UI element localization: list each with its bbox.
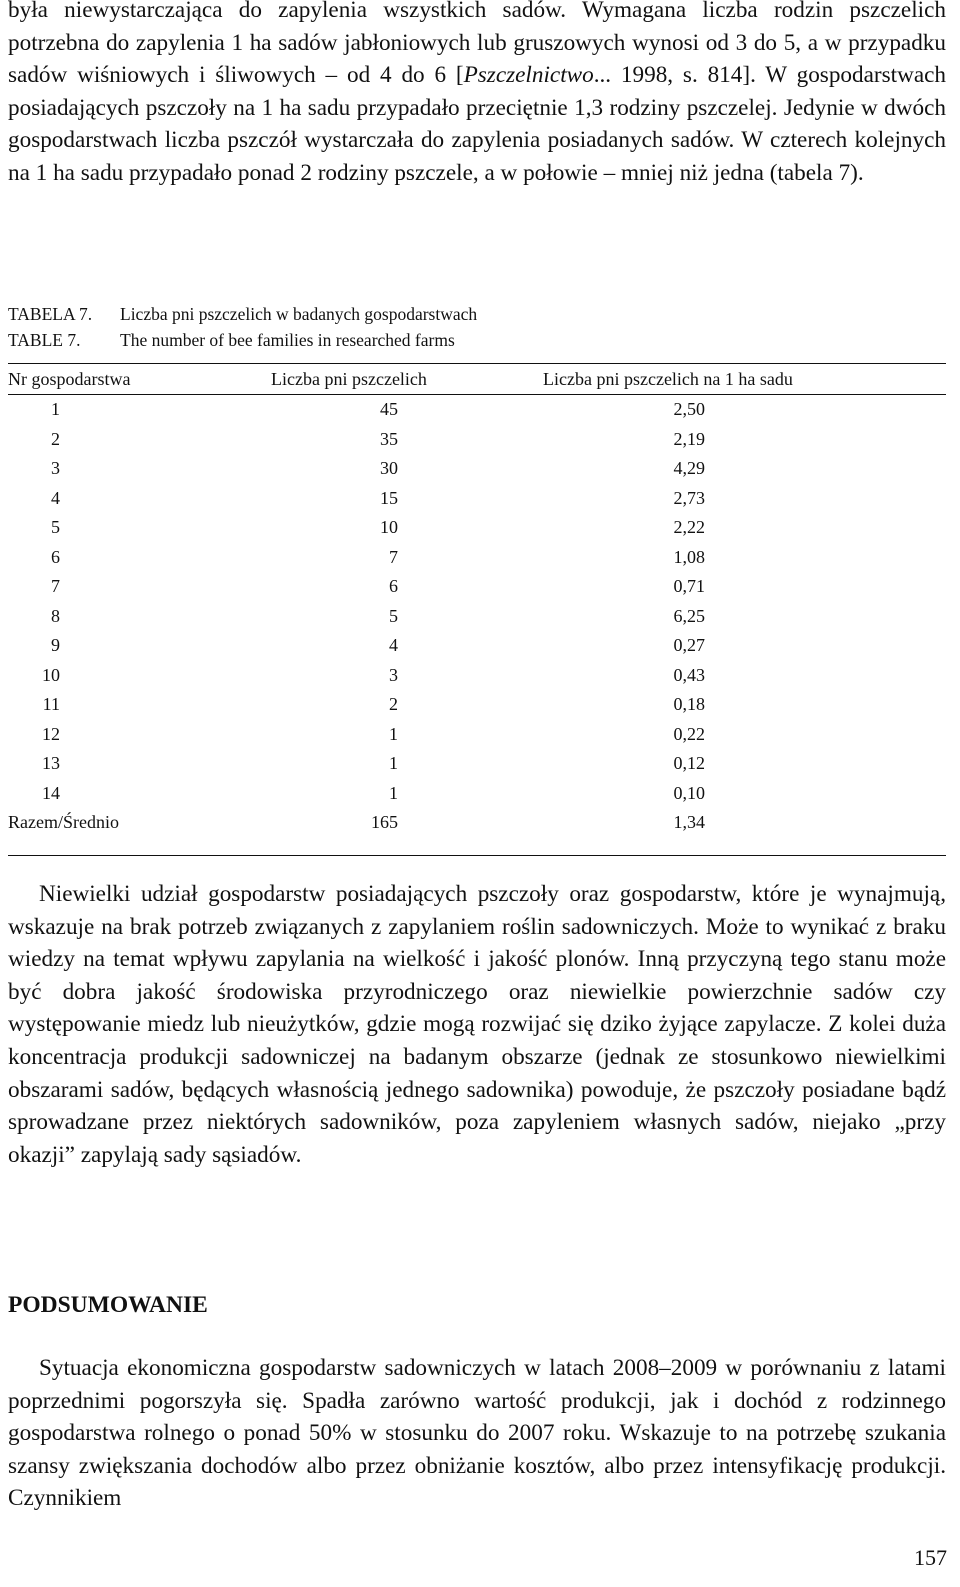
table-row bbox=[8, 631, 946, 661]
hive-count-cell-value: 35 bbox=[380, 428, 398, 449]
farm-number-cell-value: 12 bbox=[42, 723, 60, 744]
hive-count-cell-value: 45 bbox=[380, 399, 398, 419]
farm-number-cell bbox=[8, 543, 271, 573]
hive-count-cell bbox=[271, 602, 543, 632]
farm-number-cell-value: 13 bbox=[42, 753, 60, 773]
hive-count-cell bbox=[271, 513, 543, 543]
hives-per-ha-cell-value: 6,25 bbox=[673, 605, 705, 626]
farm-number-cell-value: 6 bbox=[51, 546, 60, 567]
hives-per-ha-cell-value: 2,19 bbox=[673, 428, 705, 449]
hive-count-cell-value: 6 bbox=[389, 576, 398, 596]
hives-per-ha-cell-value: 0,18 bbox=[673, 694, 705, 714]
hive-count-cell-value: 30 bbox=[380, 458, 398, 478]
hives-per-ha-cell bbox=[543, 484, 946, 514]
farm-number-cell-value: 10 bbox=[42, 664, 60, 685]
farm-number-cell bbox=[8, 484, 271, 514]
table-caption-pl bbox=[8, 302, 477, 326]
hive-count-cell-value: 2 bbox=[389, 694, 398, 714]
hives-per-ha-cell-value: 0,27 bbox=[673, 635, 705, 655]
farm-number-cell-value: 9 bbox=[51, 635, 60, 655]
table-row bbox=[8, 690, 946, 720]
farm-number-cell-value: 14 bbox=[42, 782, 60, 803]
hives-per-ha-cell bbox=[543, 690, 946, 720]
farm-number-cell bbox=[8, 454, 271, 484]
table-row bbox=[8, 661, 946, 691]
intro-paragraph bbox=[8, 0, 946, 190]
hive-count-cell bbox=[271, 720, 543, 750]
hive-count-cell bbox=[271, 749, 543, 779]
table-row bbox=[8, 602, 946, 632]
hive-count-cell bbox=[271, 454, 543, 484]
header-farm-number: Nr gospodarstwa bbox=[8, 369, 131, 389]
table-caption-en-label: TABLE 7. bbox=[8, 330, 81, 350]
table-header-row bbox=[8, 364, 946, 395]
table-row bbox=[8, 454, 946, 484]
hive-count-cell bbox=[271, 690, 543, 720]
hive-count-cell-value: 4 bbox=[389, 635, 398, 655]
intro-text: była niewystarczająca do zapylenia wszystkich sadów. Wymagana liczba rodzin pszczelich potrzebna do zapylenia 1 ha sadów jabłoniowych lub gruszowych wynosi od 3 do 5, a w przypadku sadów wiśniowych i śliwowych – od 4 do 6 [ bbox=[8, 0, 946, 89]
intro-citation: Pszczelnictwo bbox=[463, 62, 594, 89]
hives-per-ha-cell-value: 0,71 bbox=[673, 576, 705, 596]
table-row bbox=[8, 749, 946, 779]
hive-count-cell-value: 1 bbox=[389, 782, 398, 803]
hives-per-ha-cell bbox=[543, 395, 946, 425]
hives-per-ha-cell bbox=[543, 513, 946, 543]
hives-per-ha-cell-value: 1,34 bbox=[673, 812, 705, 832]
hive-count-cell bbox=[271, 484, 543, 514]
hive-count-cell bbox=[271, 661, 543, 691]
farm-number-cell-value: 3 bbox=[51, 458, 60, 478]
hives-per-ha-cell-value: 0,22 bbox=[673, 723, 705, 744]
farm-number-cell bbox=[8, 749, 271, 779]
hive-count-cell bbox=[271, 395, 543, 425]
farm-number-cell bbox=[8, 572, 271, 602]
table-caption-en bbox=[8, 328, 455, 352]
table-bottom-rule bbox=[8, 855, 946, 856]
table-caption-pl-label: TABELA 7. bbox=[8, 304, 93, 324]
hive-count-cell bbox=[271, 572, 543, 602]
hives-per-ha-cell bbox=[543, 425, 946, 455]
hives-per-ha-cell bbox=[543, 808, 946, 838]
hive-count-cell bbox=[271, 425, 543, 455]
farm-number-cell-value: Razem/Średnio bbox=[8, 812, 119, 832]
farm-number-cell bbox=[8, 602, 271, 632]
farm-number-cell-value: 4 bbox=[51, 487, 60, 508]
hives-per-ha-cell-value: 1,08 bbox=[673, 546, 705, 567]
hives-per-ha-cell bbox=[543, 661, 946, 691]
hives-per-ha-cell bbox=[543, 543, 946, 573]
page-number: 157 bbox=[914, 1545, 947, 1570]
hive-count-cell bbox=[271, 631, 543, 661]
farm-number-cell bbox=[8, 395, 271, 425]
farm-number-cell bbox=[8, 808, 271, 838]
hives-per-ha-cell-value: 2,22 bbox=[673, 517, 705, 537]
hives-per-ha-cell bbox=[543, 572, 946, 602]
table-row bbox=[8, 484, 946, 514]
hives-per-ha-cell-value: 0,10 bbox=[673, 782, 705, 803]
hives-per-ha-cell bbox=[543, 749, 946, 779]
farm-number-cell-value: 1 bbox=[51, 399, 60, 419]
farm-number-cell-value: 7 bbox=[51, 576, 60, 596]
hive-count-cell bbox=[271, 543, 543, 573]
hives-per-ha-cell bbox=[543, 631, 946, 661]
hives-per-ha-cell-value: 2,73 bbox=[673, 487, 705, 508]
intro-text-rest: ... 1998, s. 814]. W gospodarstwach posiadających pszczoły na 1 ha sadu przypadało przeciętnie 1,3 rodziny pszczelej. Jedynie w dwóch gospodarstwach liczba pszczół wystarczała do zapylenia posiadanych sadów. W czterech kolejnych na 1 ha sadu przypadało ponad 2 rodziny pszczele, a w połowie – mniej niż jedna (tabela 7). bbox=[8, 62, 946, 186]
section-heading: PODSUMOWANIE bbox=[8, 1292, 208, 1318]
hives-per-ha-cell bbox=[543, 720, 946, 750]
hive-count-cell-value: 10 bbox=[380, 517, 398, 537]
farm-number-cell-value: 8 bbox=[51, 605, 60, 626]
table-body bbox=[8, 395, 946, 838]
table-total-row bbox=[8, 808, 946, 838]
hive-count-cell bbox=[271, 779, 543, 809]
header-hives-per-ha: Liczba pni pszczelich na 1 ha sadu bbox=[543, 369, 793, 389]
hive-count-cell-value: 165 bbox=[371, 812, 398, 832]
table-row bbox=[8, 543, 946, 573]
table-row bbox=[8, 513, 946, 543]
farm-number-cell bbox=[8, 720, 271, 750]
hives-per-ha-cell-value: 0,12 bbox=[673, 753, 705, 773]
hive-count-cell-value: 5 bbox=[389, 605, 398, 626]
table-row bbox=[8, 425, 946, 455]
paragraph-summary: Sytuacja ekonomiczna gospodarstw sadowniczych w latach 2008–2009 w porównaniu z latami poprzednimi pogorszyła się. Spadła zarówno wartość produkcji, jak i dochód z rodzinnego gospodarstwa rolnego o ponad 50% w stosunku do 2007 roku. Wskazuje to na potrzebę szukania szansy zwiększania dochodów albo przez obniżanie kosztów, albo przez intensyfikację produkcji. Czynnikiem bbox=[8, 1355, 946, 1512]
paragraph-discussion: Niewielki udział gospodarstw posiadających pszczoły oraz gospodarstw, które je wynajmują, wskazuje na brak potrzeb związanych z zapylaniem roślin sadowniczych. Może to wynikać z braku wiedzy na temat wpływu zapylania na wielkość i jakość plonów. Inną przyczyną tego stanu może być dobra jakość środowiska przyrodniczego oraz niewielkie powierzchnie sadów czy występowanie miedz lub nieużytków, gdzie mogą rozwijać się dziko żyjące zapylacze. Z kolei duża koncentracja produkcji sadowniczej na badanym obszarze (jednak ze stosunkowo niewielkimi obszarami sadów, będących własnością jednego sadownika) powoduje, że pszczoły posiadane bądź sprowadzane przez niektórych sadowników, poza zapyleniem własnych sadów, niejako „przy okazji” zapylają sady sąsiadów. bbox=[8, 881, 946, 1168]
hive-count-cell-value: 1 bbox=[389, 753, 398, 773]
farm-number-cell-value: 11 bbox=[42, 694, 60, 714]
table-row bbox=[8, 395, 946, 425]
hives-per-ha-cell-value: 4,29 bbox=[673, 458, 705, 478]
table-row bbox=[8, 720, 946, 750]
table-caption-en-text: The number of bee families in researched farms bbox=[120, 330, 455, 350]
hive-count-cell-value: 3 bbox=[389, 664, 398, 685]
hive-count-cell-value: 7 bbox=[389, 546, 398, 567]
farm-number-cell-value: 2 bbox=[51, 428, 60, 449]
hives-per-ha-cell-value: 2,50 bbox=[673, 399, 705, 419]
farm-number-cell bbox=[8, 425, 271, 455]
bee-families-table bbox=[8, 364, 946, 838]
hives-per-ha-cell bbox=[543, 454, 946, 484]
farm-number-cell bbox=[8, 690, 271, 720]
farm-number-cell bbox=[8, 661, 271, 691]
hive-count-cell bbox=[271, 808, 543, 838]
farm-number-cell bbox=[8, 631, 271, 661]
farm-number-cell bbox=[8, 513, 271, 543]
table-caption-pl-text: Liczba pni pszczelich w badanych gospodarstwach bbox=[120, 304, 478, 324]
farm-number-cell bbox=[8, 779, 271, 809]
farm-number-cell-value: 5 bbox=[51, 517, 60, 537]
hives-per-ha-cell bbox=[543, 602, 946, 632]
hives-per-ha-cell bbox=[543, 779, 946, 809]
hive-count-cell-value: 1 bbox=[389, 723, 398, 744]
hives-per-ha-cell-value: 0,43 bbox=[673, 664, 705, 685]
table-row bbox=[8, 572, 946, 602]
hive-count-cell-value: 15 bbox=[380, 487, 398, 508]
header-hive-count: Liczba pni pszczelich bbox=[271, 369, 427, 389]
table-row bbox=[8, 779, 946, 809]
